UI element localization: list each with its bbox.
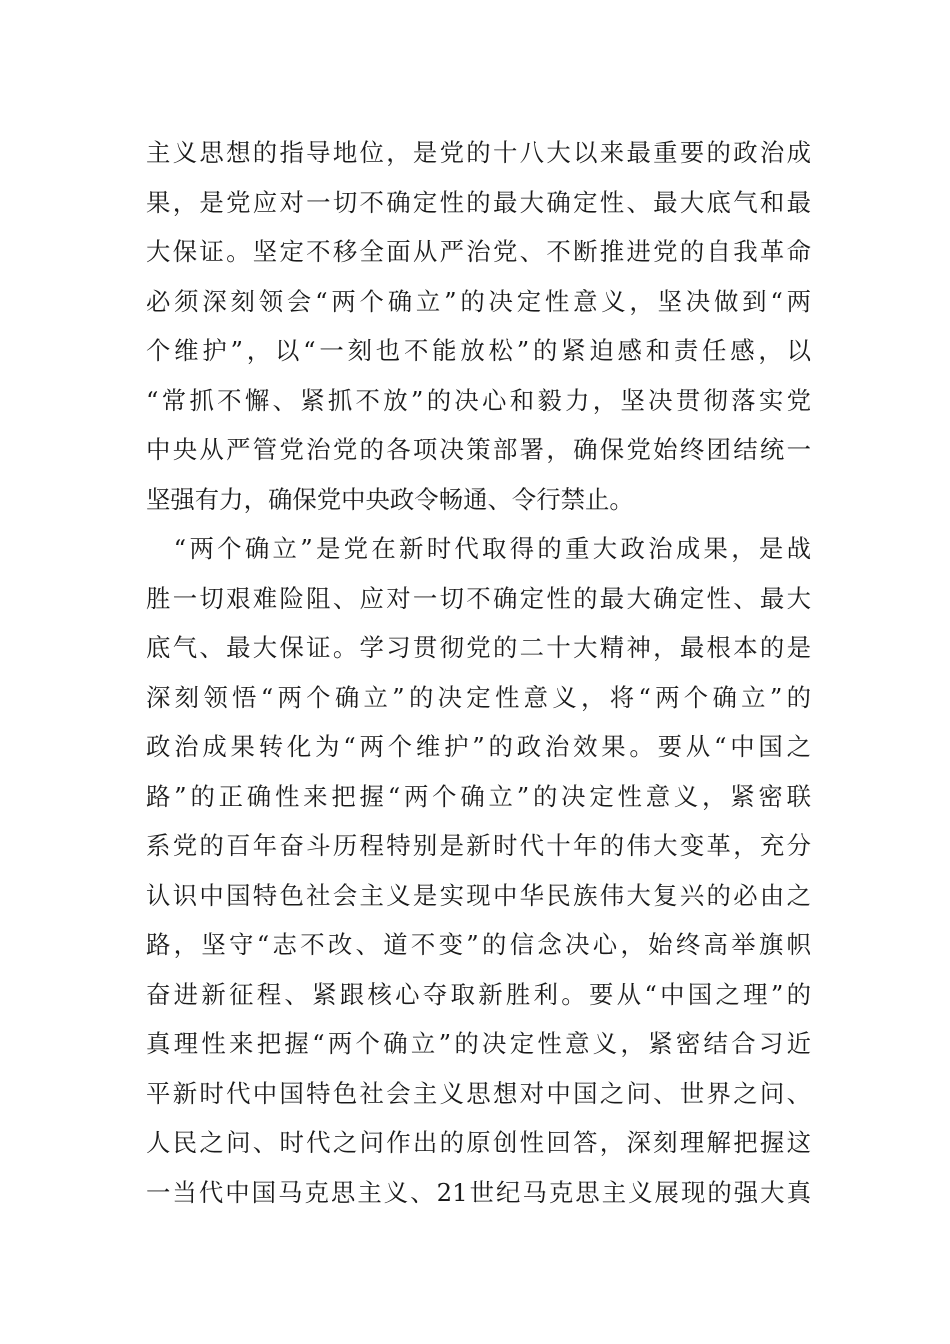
text-line: 认识中国特色社会主义是实现中华民族伟大复兴的必由之: [146, 880, 811, 910]
text-line: 人民之问、时代之问作出的原创性回答，深刻理解把握这: [146, 1128, 811, 1157]
text-line: 中央从严管党治党的各项决策部署，确保党始终团结统一: [146, 435, 811, 464]
text-line: 必须深刻领会“两个确立”的决定性意义，坚决做到“两: [146, 286, 811, 316]
text-line: 大保证。坚定不移全面从严治党、不断推进党的自我革命: [146, 237, 811, 266]
text-line: 真理性来把握“两个确立”的决定性意义，紧密结合习近: [146, 1029, 811, 1058]
text-line: 系党的百年奋斗历程特别是新时代十年的伟大变革，充分: [146, 831, 811, 860]
text-line: 平新时代中国特色社会主义思想对中国之问、世界之问、: [146, 1078, 811, 1108]
text-line: “常抓不懈、紧抓不放”的决心和毅力，坚决贯彻落实党: [146, 385, 811, 415]
text-line: 底气、最大保证。学习贯彻党的二十大精神，最根本的是: [146, 633, 811, 662]
text-line: 政治成果转化为“两个维护”的政治效果。要从“中国之: [146, 732, 811, 761]
text-line: 胜一切艰难险阻、应对一切不确定性的最大确定性、最大: [146, 583, 811, 613]
text-line: 奋进新征程、紧跟核心夺取新胜利。要从“中国之理”的: [146, 979, 811, 1009]
text-line: 路”的正确性来把握“两个确立”的决定性意义，紧密联: [146, 781, 811, 811]
text-line: 路，坚守“志不改、道不变”的信念决心，始终高举旗帜: [146, 930, 811, 959]
text-line: 主义思想的指导地位，是党的十八大以来最重要的政治成: [146, 138, 811, 167]
text-line: 深刻领悟“两个确立”的决定性意义，将“两个确立”的: [146, 682, 811, 712]
text-line: 一当代中国马克思主义、21世纪马克思主义展现的强大真: [146, 1177, 811, 1207]
text-line: 个维护”，以“一刻也不能放松”的紧迫感和责任感，以: [146, 336, 811, 365]
text-line: 果，是党应对一切不确定性的最大确定性、最大底气和最: [146, 187, 811, 217]
text-line: 坚强有力，确保党中央政令畅通、令行禁止。: [146, 484, 634, 514]
body-text: [146, 128, 811, 1217]
paragraph-start-line: “两个确立”是党在新时代取得的重大政治成果，是战: [146, 534, 811, 563]
